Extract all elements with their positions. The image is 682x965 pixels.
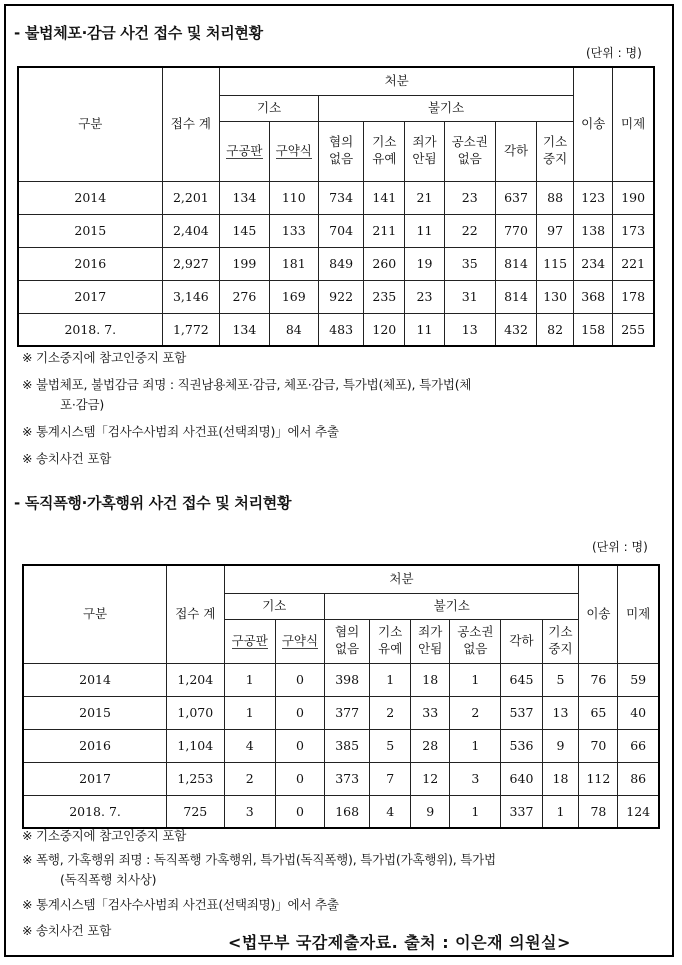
header-category: 구분 (18, 67, 162, 181)
header-non-indict-sub: 각하 (495, 121, 536, 181)
table-cell: 398 (325, 663, 370, 696)
row-label: 2016 (23, 729, 167, 762)
note: ※ 송치사건 포함 (22, 451, 112, 466)
section1-table (17, 66, 655, 347)
header-indict-sub: 구약식 (269, 121, 318, 181)
table-cell: 31 (444, 280, 495, 313)
table-cell: 124 (618, 795, 659, 828)
table-cell: 76 (579, 663, 618, 696)
table-cell: 704 (318, 214, 363, 247)
source-credit: <법무부 국감제출자료. 출처 : 이은재 의원실> (228, 933, 571, 952)
table-cell: 432 (495, 313, 536, 346)
table-cell: 7 (370, 762, 411, 795)
header-non-indict-sub: 죄가 안됨 (405, 121, 444, 181)
table-cell: 5 (370, 729, 411, 762)
table-cell: 368 (574, 280, 613, 313)
table-cell: 21 (405, 181, 444, 214)
table-cell: 22 (444, 214, 495, 247)
note: ※ 기소중지에 참고인중지 포함 (22, 350, 187, 365)
table-cell: 9 (542, 729, 579, 762)
header-non-indict-sub: 각하 (501, 619, 542, 663)
table-row (18, 247, 654, 280)
table-cell: 40 (618, 696, 659, 729)
table-cell: 130 (537, 280, 574, 313)
table-cell: 770 (495, 214, 536, 247)
table-cell: 169 (269, 280, 318, 313)
header-non-indict-sub: 기소 유예 (370, 619, 411, 663)
header-non-indict-sub: 공소권 없음 (450, 619, 501, 663)
table-cell: 66 (618, 729, 659, 762)
table-cell: 637 (495, 181, 536, 214)
table-cell: 922 (318, 280, 363, 313)
note: ※ 송치사건 포함 (22, 923, 112, 938)
table-cell: 3 (450, 762, 501, 795)
section1-title: - 불법체포·감금 사건 접수 및 처리현황 (14, 24, 263, 42)
table-cell: 211 (364, 214, 405, 247)
table-cell: 11 (405, 313, 444, 346)
header-disposition: 처분 (220, 67, 574, 95)
table-cell: 1,104 (167, 729, 224, 762)
table-cell: 0 (275, 795, 324, 828)
table-cell: 1,204 (167, 663, 224, 696)
table-cell: 35 (444, 247, 495, 280)
table-cell: 4 (224, 729, 275, 762)
header-indict-sub: 구약식 (275, 619, 324, 663)
section2-unit: (단위 : 명) (592, 540, 648, 554)
table-cell: 19 (405, 247, 444, 280)
table-cell: 849 (318, 247, 363, 280)
table-cell: 173 (613, 214, 654, 247)
header-category: 구분 (23, 565, 167, 663)
header-non-indict: 불기소 (325, 593, 579, 619)
header-pending: 미제 (613, 67, 654, 181)
table-cell: 373 (325, 762, 370, 795)
table-cell: 2,404 (162, 214, 220, 247)
row-label: 2017 (18, 280, 162, 313)
note: (독직폭행 치사상) (60, 872, 157, 887)
table-cell: 82 (537, 313, 574, 346)
section2-table (22, 564, 660, 829)
note: 포·감금) (60, 397, 105, 412)
table-cell: 640 (501, 762, 542, 795)
header-non-indict-sub: 혐의 없음 (318, 121, 363, 181)
table-cell: 23 (444, 181, 495, 214)
note: ※ 폭행, 가혹행위 죄명 : 독직폭행 가혹행위, 특가법(독직폭행), 특가법(가혹행위), 특가법 (22, 852, 496, 867)
table-cell: 483 (318, 313, 363, 346)
table-cell: 138 (574, 214, 613, 247)
table-cell: 0 (275, 729, 324, 762)
table-cell: 385 (325, 729, 370, 762)
section1-unit: (단위 : 명) (586, 46, 642, 60)
header-pending: 미제 (618, 565, 659, 663)
header-non-indict-sub: 기소 유예 (364, 121, 405, 181)
header-indict-sub: 구공판 (224, 619, 275, 663)
table-cell: 337 (501, 795, 542, 828)
row-label: 2018. 7. (18, 313, 162, 346)
header-non-indict-sub: 죄가 안됨 (411, 619, 450, 663)
table-cell: 2,927 (162, 247, 220, 280)
table-cell: 23 (405, 280, 444, 313)
header-received: 접수 계 (167, 565, 224, 663)
table-row (23, 696, 659, 729)
table-cell: 97 (537, 214, 574, 247)
table-cell: 1,070 (167, 696, 224, 729)
table-cell: 158 (574, 313, 613, 346)
table-cell: 134 (220, 313, 269, 346)
header-non-indict-sub: 공소권 없음 (444, 121, 495, 181)
note: ※ 불법체포, 불법감금 죄명 : 직권남용체포·감금, 체포·감금, 특가법(체포), 특가법(체 (22, 377, 472, 392)
section2-notes (22, 826, 642, 941)
header-indict: 기소 (220, 95, 319, 121)
table-cell: 18 (542, 762, 579, 795)
table-cell: 2,201 (162, 181, 220, 214)
table-cell: 110 (269, 181, 318, 214)
table-cell: 1 (450, 729, 501, 762)
table-cell: 123 (574, 181, 613, 214)
table-cell: 145 (220, 214, 269, 247)
table-cell: 3 (224, 795, 275, 828)
table-cell: 260 (364, 247, 405, 280)
table-cell: 178 (613, 280, 654, 313)
header-non-indict-sub: 기소 중지 (537, 121, 574, 181)
table-cell: 33 (411, 696, 450, 729)
table-cell: 9 (411, 795, 450, 828)
row-label: 2014 (18, 181, 162, 214)
table-cell: 112 (579, 762, 618, 795)
table-cell: 11 (405, 214, 444, 247)
table-cell: 199 (220, 247, 269, 280)
table-cell: 141 (364, 181, 405, 214)
table-cell: 181 (269, 247, 318, 280)
section2-title: - 독직폭행·가혹행위 사건 접수 및 처리현황 (14, 494, 292, 512)
table-cell: 2 (370, 696, 411, 729)
table-row (18, 181, 654, 214)
header-received: 접수 계 (162, 67, 220, 181)
table-cell: 234 (574, 247, 613, 280)
table-cell: 115 (537, 247, 574, 280)
table-cell: 276 (220, 280, 269, 313)
table-cell: 190 (613, 181, 654, 214)
table-row (23, 795, 659, 828)
table-cell: 88 (537, 181, 574, 214)
note: ※ 통계시스템「검사수사범죄 사건표(선택죄명)」에서 추출 (22, 424, 339, 439)
table-cell: 1 (450, 795, 501, 828)
table-cell: 65 (579, 696, 618, 729)
table-cell: 0 (275, 762, 324, 795)
table-cell: 70 (579, 729, 618, 762)
table-cell: 59 (618, 663, 659, 696)
table-row (23, 663, 659, 696)
table-cell: 86 (618, 762, 659, 795)
table-cell: 134 (220, 181, 269, 214)
table-row (18, 313, 654, 346)
table-cell: 168 (325, 795, 370, 828)
table-cell: 13 (542, 696, 579, 729)
table-cell: 18 (411, 663, 450, 696)
table-row (18, 280, 654, 313)
table-cell: 255 (613, 313, 654, 346)
table-cell: 536 (501, 729, 542, 762)
header-disposition: 처분 (224, 565, 579, 593)
table-cell: 1 (224, 696, 275, 729)
table-cell: 235 (364, 280, 405, 313)
table-row (18, 214, 654, 247)
row-label: 2018. 7. (23, 795, 167, 828)
table-cell: 814 (495, 247, 536, 280)
table-cell: 0 (275, 663, 324, 696)
table-cell: 3,146 (162, 280, 220, 313)
table-cell: 1 (542, 795, 579, 828)
table-cell: 1 (370, 663, 411, 696)
table-cell: 12 (411, 762, 450, 795)
table-cell: 1,772 (162, 313, 220, 346)
table-cell: 4 (370, 795, 411, 828)
header-indict: 기소 (224, 593, 325, 619)
section1-notes (22, 348, 642, 469)
row-label: 2014 (23, 663, 167, 696)
table-cell: 725 (167, 795, 224, 828)
row-label: 2015 (23, 696, 167, 729)
table-row (23, 762, 659, 795)
table-cell: 0 (275, 696, 324, 729)
header-transfer: 이송 (579, 565, 618, 663)
header-transfer: 이송 (574, 67, 613, 181)
table-cell: 28 (411, 729, 450, 762)
table-cell: 377 (325, 696, 370, 729)
header-non-indict: 불기소 (318, 95, 573, 121)
note: ※ 통계시스템「검사수사범죄 사건표(선택죄명)」에서 추출 (22, 897, 339, 912)
table-cell: 84 (269, 313, 318, 346)
table-cell: 645 (501, 663, 542, 696)
table-cell: 2 (224, 762, 275, 795)
table-cell: 1,253 (167, 762, 224, 795)
table-row (23, 729, 659, 762)
table-cell: 78 (579, 795, 618, 828)
row-label: 2017 (23, 762, 167, 795)
row-label: 2016 (18, 247, 162, 280)
table-cell: 814 (495, 280, 536, 313)
table-cell: 1 (224, 663, 275, 696)
note: ※ 기소중지에 참고인중지 포함 (22, 828, 187, 843)
table-cell: 13 (444, 313, 495, 346)
table-cell: 2 (450, 696, 501, 729)
table-cell: 537 (501, 696, 542, 729)
table-cell: 5 (542, 663, 579, 696)
header-indict-sub: 구공판 (220, 121, 269, 181)
table-cell: 221 (613, 247, 654, 280)
table-cell: 120 (364, 313, 405, 346)
table-cell: 1 (450, 663, 501, 696)
header-non-indict-sub: 기소 중지 (542, 619, 579, 663)
header-non-indict-sub: 혐의 없음 (325, 619, 370, 663)
table-cell: 133 (269, 214, 318, 247)
row-label: 2015 (18, 214, 162, 247)
table-cell: 734 (318, 181, 363, 214)
